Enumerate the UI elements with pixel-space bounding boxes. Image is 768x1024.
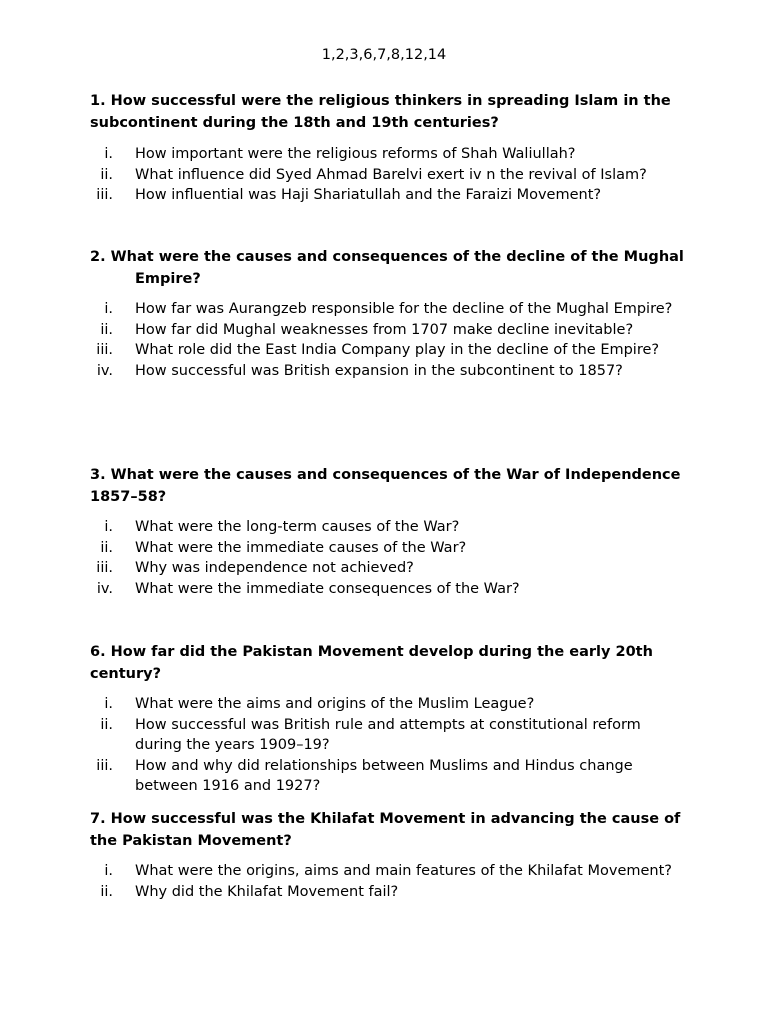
sub-question-number: iv. <box>96 362 113 379</box>
sub-question-number: iii. <box>96 757 113 774</box>
sub-question <box>90 694 690 715</box>
sub-question <box>90 517 690 538</box>
sub-question-number: i. <box>104 146 113 162</box>
sub-question-number: iii. <box>96 187 113 203</box>
sub-question <box>90 299 690 320</box>
question-heading: 3. What were the causes and consequences of the War of Independence 1857–58? <box>90 467 681 505</box>
sub-question <box>90 538 690 559</box>
sub-question-number: i. <box>104 696 113 712</box>
sub-question-text: How successful was British rule and attempts at constitutional reform during the years 1909–19? <box>135 716 641 753</box>
sub-question-number: iii. <box>96 560 113 576</box>
sub-question <box>90 579 690 600</box>
sub-question-number: iii. <box>96 342 113 358</box>
sub-question-text: How far did Mughal weaknesses from 1707 make decline inevitable? <box>135 321 634 338</box>
sub-question-text: What influence did Syed Ahmad Barelvi exert iv n the revival of Islam? <box>135 166 647 183</box>
sub-question <box>90 361 690 382</box>
sub-question <box>90 165 690 186</box>
sub-question-list <box>90 517 690 599</box>
sub-question-text: How influential was Haji Shariatullah and the Faraizi Movement? <box>135 187 602 203</box>
sub-question-number: ii. <box>100 539 113 556</box>
sub-question-text: How successful was British expansion in the subcontinent to 1857? <box>135 362 623 379</box>
question-heading: 2. What were the causes and consequences of the decline of the Mughal Empire? <box>90 249 684 287</box>
sub-question-list <box>90 144 690 206</box>
sub-question-number: ii. <box>100 321 113 338</box>
question-heading: 1. How successful were the religious thinkers in spreading Islam in the subcontinent during the 18th and 19th centuries? <box>90 93 671 131</box>
sub-question-text: What were the origins, aims and main features of the Khilafat Movement? <box>135 863 672 879</box>
section-7 <box>90 808 690 902</box>
section-2 <box>90 246 690 381</box>
sub-question-number: ii. <box>100 883 113 900</box>
sub-question <box>90 340 690 361</box>
sub-question-number: iv. <box>96 580 113 597</box>
sub-question-list <box>90 694 690 797</box>
sub-question-text: What were the immediate causes of the War? <box>135 539 467 556</box>
sub-question-number: i. <box>104 519 113 535</box>
question-heading: 6. How far did the Pakistan Movement develop during the early 20th century? <box>90 644 653 682</box>
sub-question <box>90 756 690 797</box>
sub-question-text: How and why did relationships between Muslims and Hindus change between 1916 and 1927? <box>135 757 633 794</box>
sub-question-text: How important were the religious reforms of Shah Waliullah? <box>135 146 576 162</box>
sub-question <box>90 144 690 165</box>
sub-question <box>90 882 690 903</box>
section-6 <box>90 641 690 797</box>
section-3 <box>90 464 690 599</box>
sub-question-number: ii. <box>100 166 113 183</box>
sub-question-number: ii. <box>100 716 113 733</box>
sub-question-text: What were the immediate consequences of the War? <box>135 580 520 597</box>
section-1 <box>90 90 690 206</box>
sub-question <box>90 185 690 206</box>
question-heading: 7. How successful was the Khilafat Movement in advancing the cause of the Pakistan Movement? <box>90 811 681 849</box>
sub-question-text: What were the long-term causes of the War? <box>135 519 460 535</box>
sub-question <box>90 861 690 882</box>
sub-question-number: i. <box>104 301 113 317</box>
sub-question-number: i. <box>104 863 113 879</box>
sub-question <box>90 320 690 341</box>
sub-question-text: What were the aims and origins of the Muslim League? <box>135 696 535 712</box>
sub-question-list <box>90 299 690 381</box>
sub-question-text: What role did the East India Company play in the decline of the Empire? <box>135 342 660 358</box>
sub-question-text: Why was independence not achieved? <box>135 560 414 576</box>
sub-question <box>90 558 690 579</box>
question-number-list: 1,2,3,6,7,8,12,14 <box>321 47 447 63</box>
sub-question-list <box>90 861 690 902</box>
sub-question <box>90 715 690 756</box>
sub-question-text: How far was Aurangzeb responsible for the decline of the Mughal Empire? <box>135 301 673 317</box>
sub-question-text: Why did the Khilafat Movement fail? <box>135 883 399 900</box>
